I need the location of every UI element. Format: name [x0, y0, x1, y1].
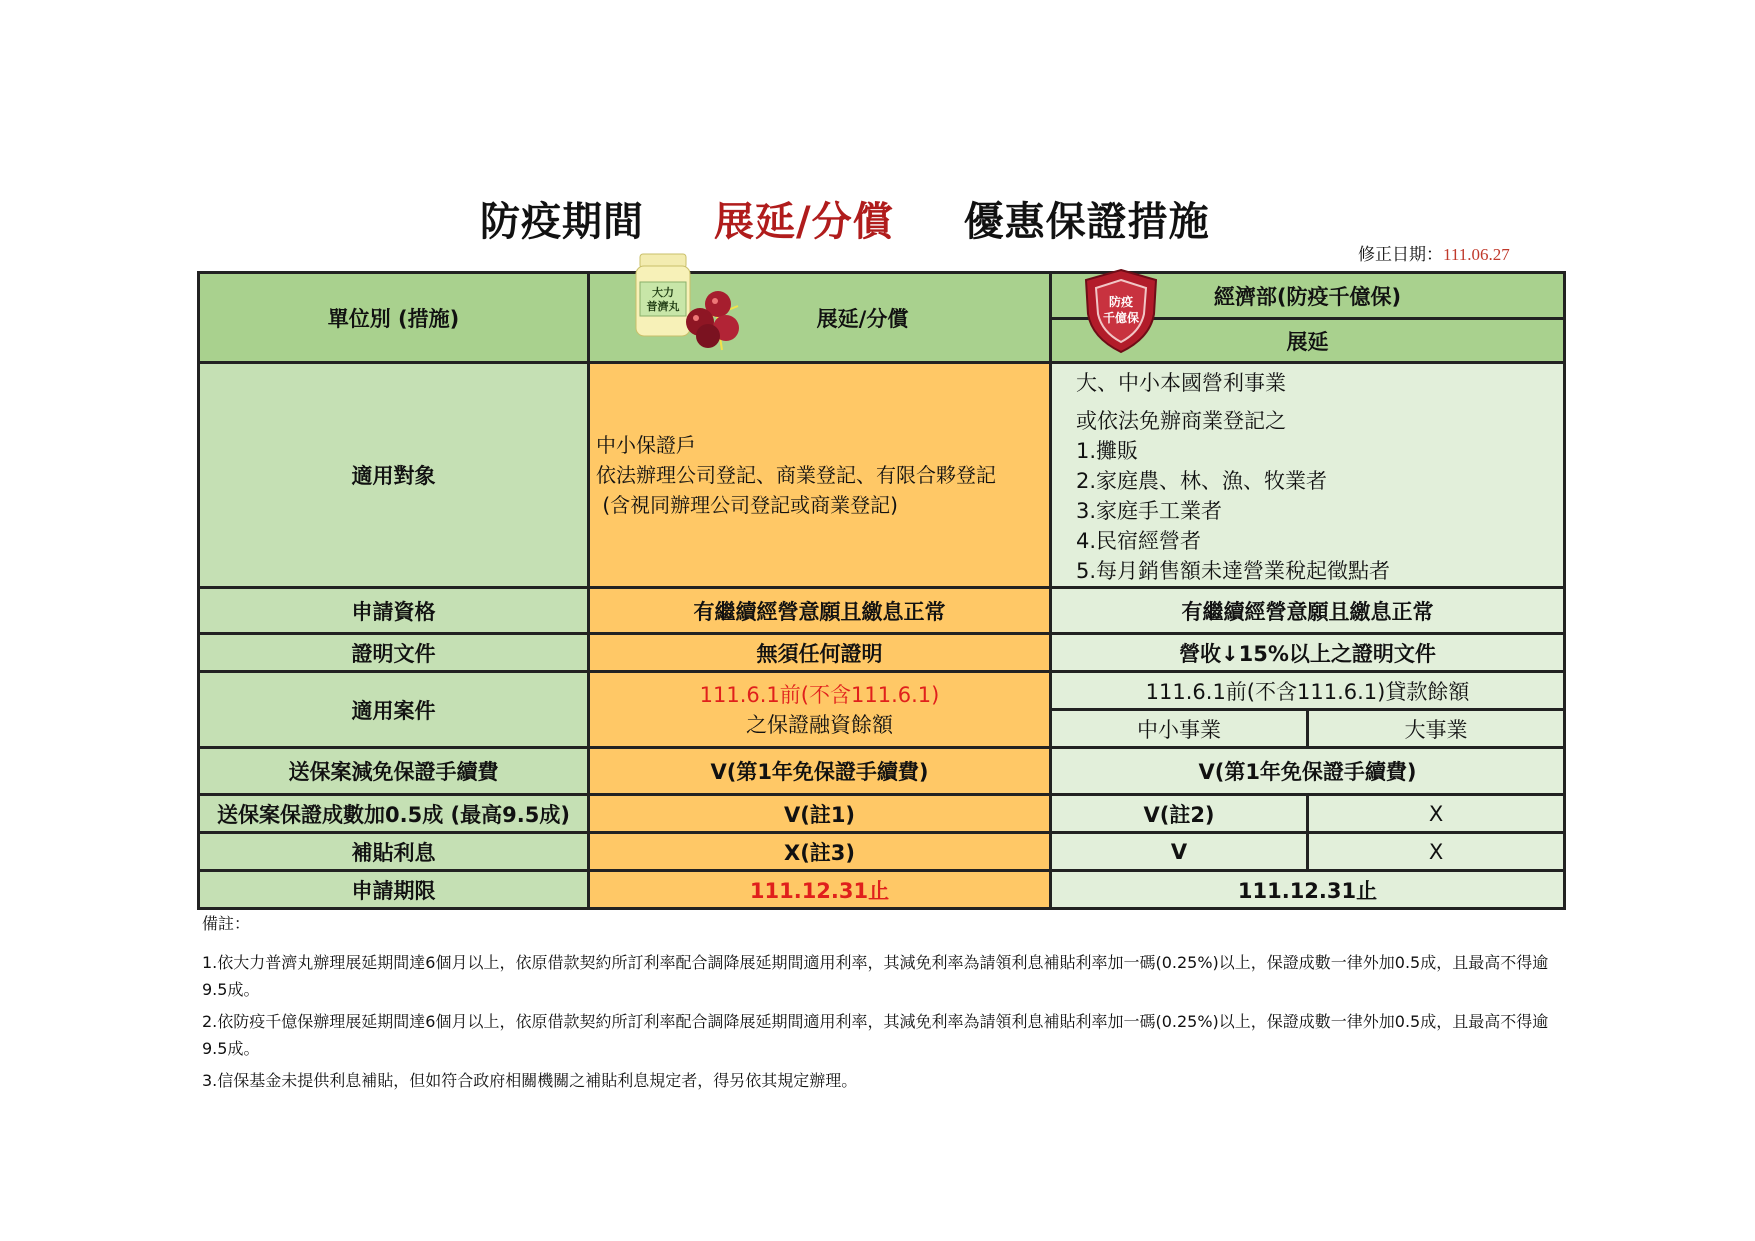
- row-qualification-label: 申請資格: [199, 588, 589, 634]
- title-part2: 展延/分償: [714, 199, 894, 245]
- target-col3-line: 2.家庭農、林、漁、牧業者: [1076, 469, 1328, 493]
- target-col3-line: 大、中小本國營利事業: [1076, 371, 1286, 395]
- revision-value: 111.06.27: [1443, 245, 1510, 264]
- row-cases-col2: [589, 672, 1051, 748]
- shield-label-text: 防疫: [1108, 295, 1134, 309]
- row-subsidy-col3-large: X: [1308, 833, 1565, 871]
- row-qualification-col2: 有繼續經營意願且繳息正常: [589, 588, 1051, 634]
- row-target-label: 適用對象: [199, 363, 589, 588]
- target-col3-line: 5.每月銷售額未達營業稅起徵點者: [1076, 559, 1391, 583]
- cases-col2-line1: 111.6.1前(不含111.6.1): [699, 682, 940, 707]
- row-documents-col3: 營收↓15%以上之證明文件: [1051, 634, 1565, 672]
- shield-icon: [1082, 268, 1160, 354]
- notes: [202, 910, 1572, 1099]
- row-fee-col2: V(第1年免保證手續費): [589, 748, 1051, 795]
- header-moea-extension: 展延: [1051, 319, 1565, 363]
- note-item: 3.信保基金未提供利息補貼，但如符合政府相關機關之補貼利息規定者，得另依其規定辦理。: [202, 1071, 858, 1090]
- measures-table: [197, 271, 1566, 910]
- target-col2-line: 依法辦理公司登記、商業登記、有限合夥登記: [596, 463, 996, 487]
- header-extension: [589, 273, 1051, 363]
- row-ratio-col3-large: X: [1308, 795, 1565, 833]
- cases-sub-large: 大事業: [1308, 710, 1565, 748]
- row-ratio-col3-small: V(註2): [1051, 795, 1308, 833]
- page-title: [480, 190, 1210, 247]
- target-col2-line: (含視同辦理公司登記或商業登記): [596, 493, 898, 517]
- row-documents-col2: 無須任何證明: [589, 634, 1051, 672]
- header-moea-label: 經濟部(防疫千億保): [1213, 284, 1402, 309]
- medicine-bottle-icon: [630, 246, 742, 358]
- row-fee-label: 送保案減免保證手續費: [199, 748, 589, 795]
- row-target-col3: [1051, 363, 1565, 588]
- header-extension-label: 展延/分償: [816, 306, 909, 331]
- note-item: 2.依防疫千億保辦理展延期間達6個月以上，依原借款契約所訂利率配合調降展延期間適用利率，其減免利率為請領利息補貼利率加一碼(0.25%)以上，保證成數一律外加0.5成，且最高不得逾9.5成。: [202, 1012, 1549, 1058]
- row-deadline-label: 申請期限: [199, 871, 589, 909]
- row-cases-col3: 111.6.1前(不含111.6.1)貸款餘額: [1051, 672, 1565, 710]
- cases-col2-line2: 之保證融資餘額: [746, 712, 893, 737]
- title-part3: 優惠保證措施: [963, 199, 1210, 245]
- row-fee-col3: V(第1年免保證手續費): [1051, 748, 1565, 795]
- row-subsidy-col3-small: V: [1051, 833, 1308, 871]
- header-moea: [1051, 273, 1565, 325]
- row-documents-label: 證明文件: [199, 634, 589, 672]
- row-subsidy-col2: X(註3): [589, 833, 1051, 871]
- row-subsidy-label: 補貼利息: [199, 833, 589, 871]
- row-ratio-col2: V(註1): [589, 795, 1051, 833]
- header-unit: 單位別 (措施): [199, 273, 589, 363]
- revision-label: 修正日期：: [1358, 245, 1443, 264]
- row-target-col2: [589, 363, 1051, 588]
- notes-heading: 備註：: [202, 914, 251, 933]
- target-col3-line: 4.民宿經營者: [1076, 529, 1202, 553]
- row-ratio-label: 送保案保證成數加0.5成 (最高9.5成): [199, 795, 589, 833]
- revision-date: [1358, 240, 1510, 265]
- cases-sub-small: 中小事業: [1051, 710, 1308, 748]
- note-item: 1.依大力普濟丸辦理展延期間達6個月以上，依原借款契約所訂利率配合調降展延期間適用利率，其減免利率為請領利息補貼利率加一碼(0.25%)以上，保證成數一律外加0.5成，且最高不得逾9.5成。: [202, 953, 1549, 999]
- bottle-label-text: 大力: [652, 286, 674, 299]
- target-col3-line: 1.攤販: [1076, 439, 1139, 463]
- target-col2-line: 中小保證戶: [596, 433, 696, 457]
- row-deadline-col2: 111.12.31止: [589, 871, 1051, 909]
- bottle-label-text: 普濟丸: [646, 300, 680, 313]
- title-part1: 防疫期間: [480, 199, 644, 245]
- target-col3-line: 3.家庭手工業者: [1076, 499, 1223, 523]
- row-deadline-col3: 111.12.31止: [1051, 871, 1565, 909]
- row-qualification-col3: 有繼續經營意願且繳息正常: [1051, 588, 1565, 634]
- shield-label-text: 千億保: [1102, 311, 1140, 325]
- target-col3-line: 或依法免辦商業登記之: [1076, 409, 1286, 433]
- row-cases-label: 適用案件: [199, 672, 589, 748]
